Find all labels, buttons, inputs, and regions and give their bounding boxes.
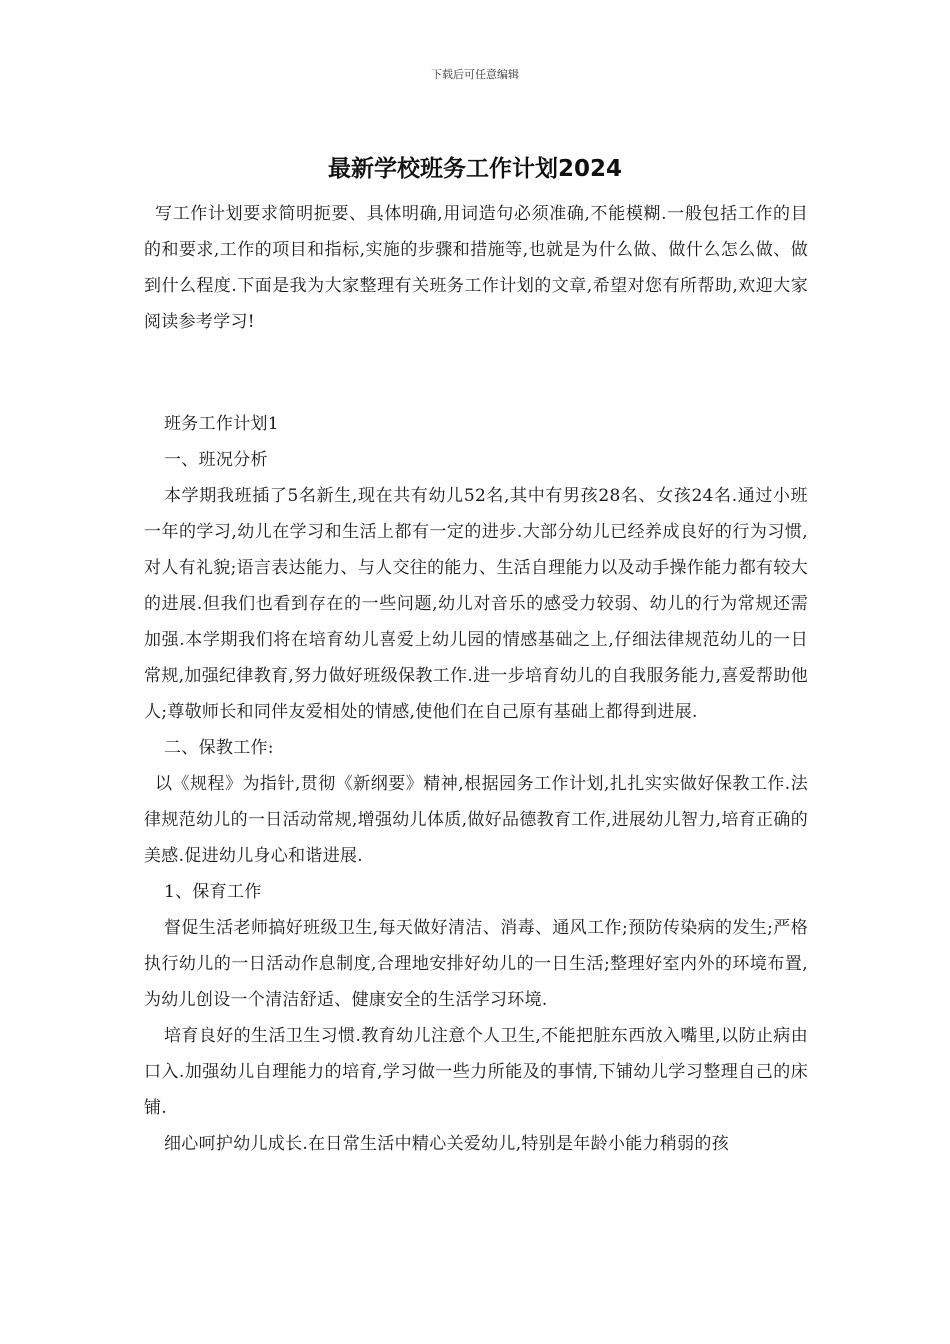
paragraph-care-education: 以《规程》为指针,贯彻《新纲要》精神,根据园务工作计划,扎扎实实做好保教工作.法律规范幼儿的一日活动常规,增强幼儿体质,做好品德教育工作,进展幼儿智力,培育正确的美感.促进幼儿身心和谐进展. xyxy=(144,774,808,866)
section-heading-care-education: 二、保教工作: xyxy=(164,738,274,758)
intro-section xyxy=(144,196,808,340)
section-heading-childcare: 1、保育工作 xyxy=(164,882,262,902)
paragraph-childcare-3: 细心呵护幼儿成长.在日常生活中精心关爱幼儿,特别是年龄小能力稍弱的孩 xyxy=(164,1134,730,1154)
plan-heading: 班务工作计划1 xyxy=(164,414,279,434)
main-section xyxy=(144,406,808,1162)
paragraph-childcare-1: 督促生活老师搞好班级卫生,每天做好清洁、消毒、通风工作;预防传染病的发生;严格执行幼儿的一日活动作息制度,合理地安排好幼儿的一日生活;整理好室内外的环境布置,为幼儿创设一个清洁舒适、健康安全的生活学习环境. xyxy=(144,918,808,1010)
intro-paragraph: 写工作计划要求简明扼要、具体明确,用词造句必须准确,不能模糊.一般包括工作的目的和要求,工作的项目和指标,实施的步骤和措施等,也就是为什么做、做什么怎么做、做到什么程度.下面是我为大家整理有关班务工作计划的文章,希望对您有所帮助,欢迎大家阅读参考学习! xyxy=(144,204,808,332)
paragraph-childcare-2: 培育良好的生活卫生习惯.教育幼儿注意个人卫生,不能把脏东西放入嘴里,以防止病由口入.加强幼儿自理能力的培育,学习做一些力所能及的事情,下铺幼儿学习整理自己的床铺. xyxy=(144,1026,808,1118)
paragraph-class-analysis: 本学期我班插了5名新生,现在共有幼儿52名,其中有男孩28名、女孩24名.通过小班一年的学习,幼儿在学习和生活上都有一定的进步.大部分幼儿已经养成良好的行为习惯,对人有礼貌;语言表达能力、与人交往的能力、生活自理能力以及动手操作能力都有较大的进展.但我们也看到存在的一些问题,幼儿对音乐的感受力较弱、幼儿的行为常规还需加强.本学期我们将在培育幼儿喜爱上幼儿园的情感基础之上,仔细法律规范幼儿的一日常规,加强纪律教育,努力做好班级保教工作.进一步培育幼儿的自我服务能力,喜爱帮助他人;尊敬师长和同伴友爱相处的情感,使他们在自己原有基础上都得到进展. xyxy=(144,486,808,722)
section-heading-class-analysis: 一、班况分析 xyxy=(164,450,268,470)
header-note: 下载后可任意编辑 xyxy=(431,68,519,81)
document-title: 最新学校班务工作计划2024 xyxy=(327,156,622,182)
